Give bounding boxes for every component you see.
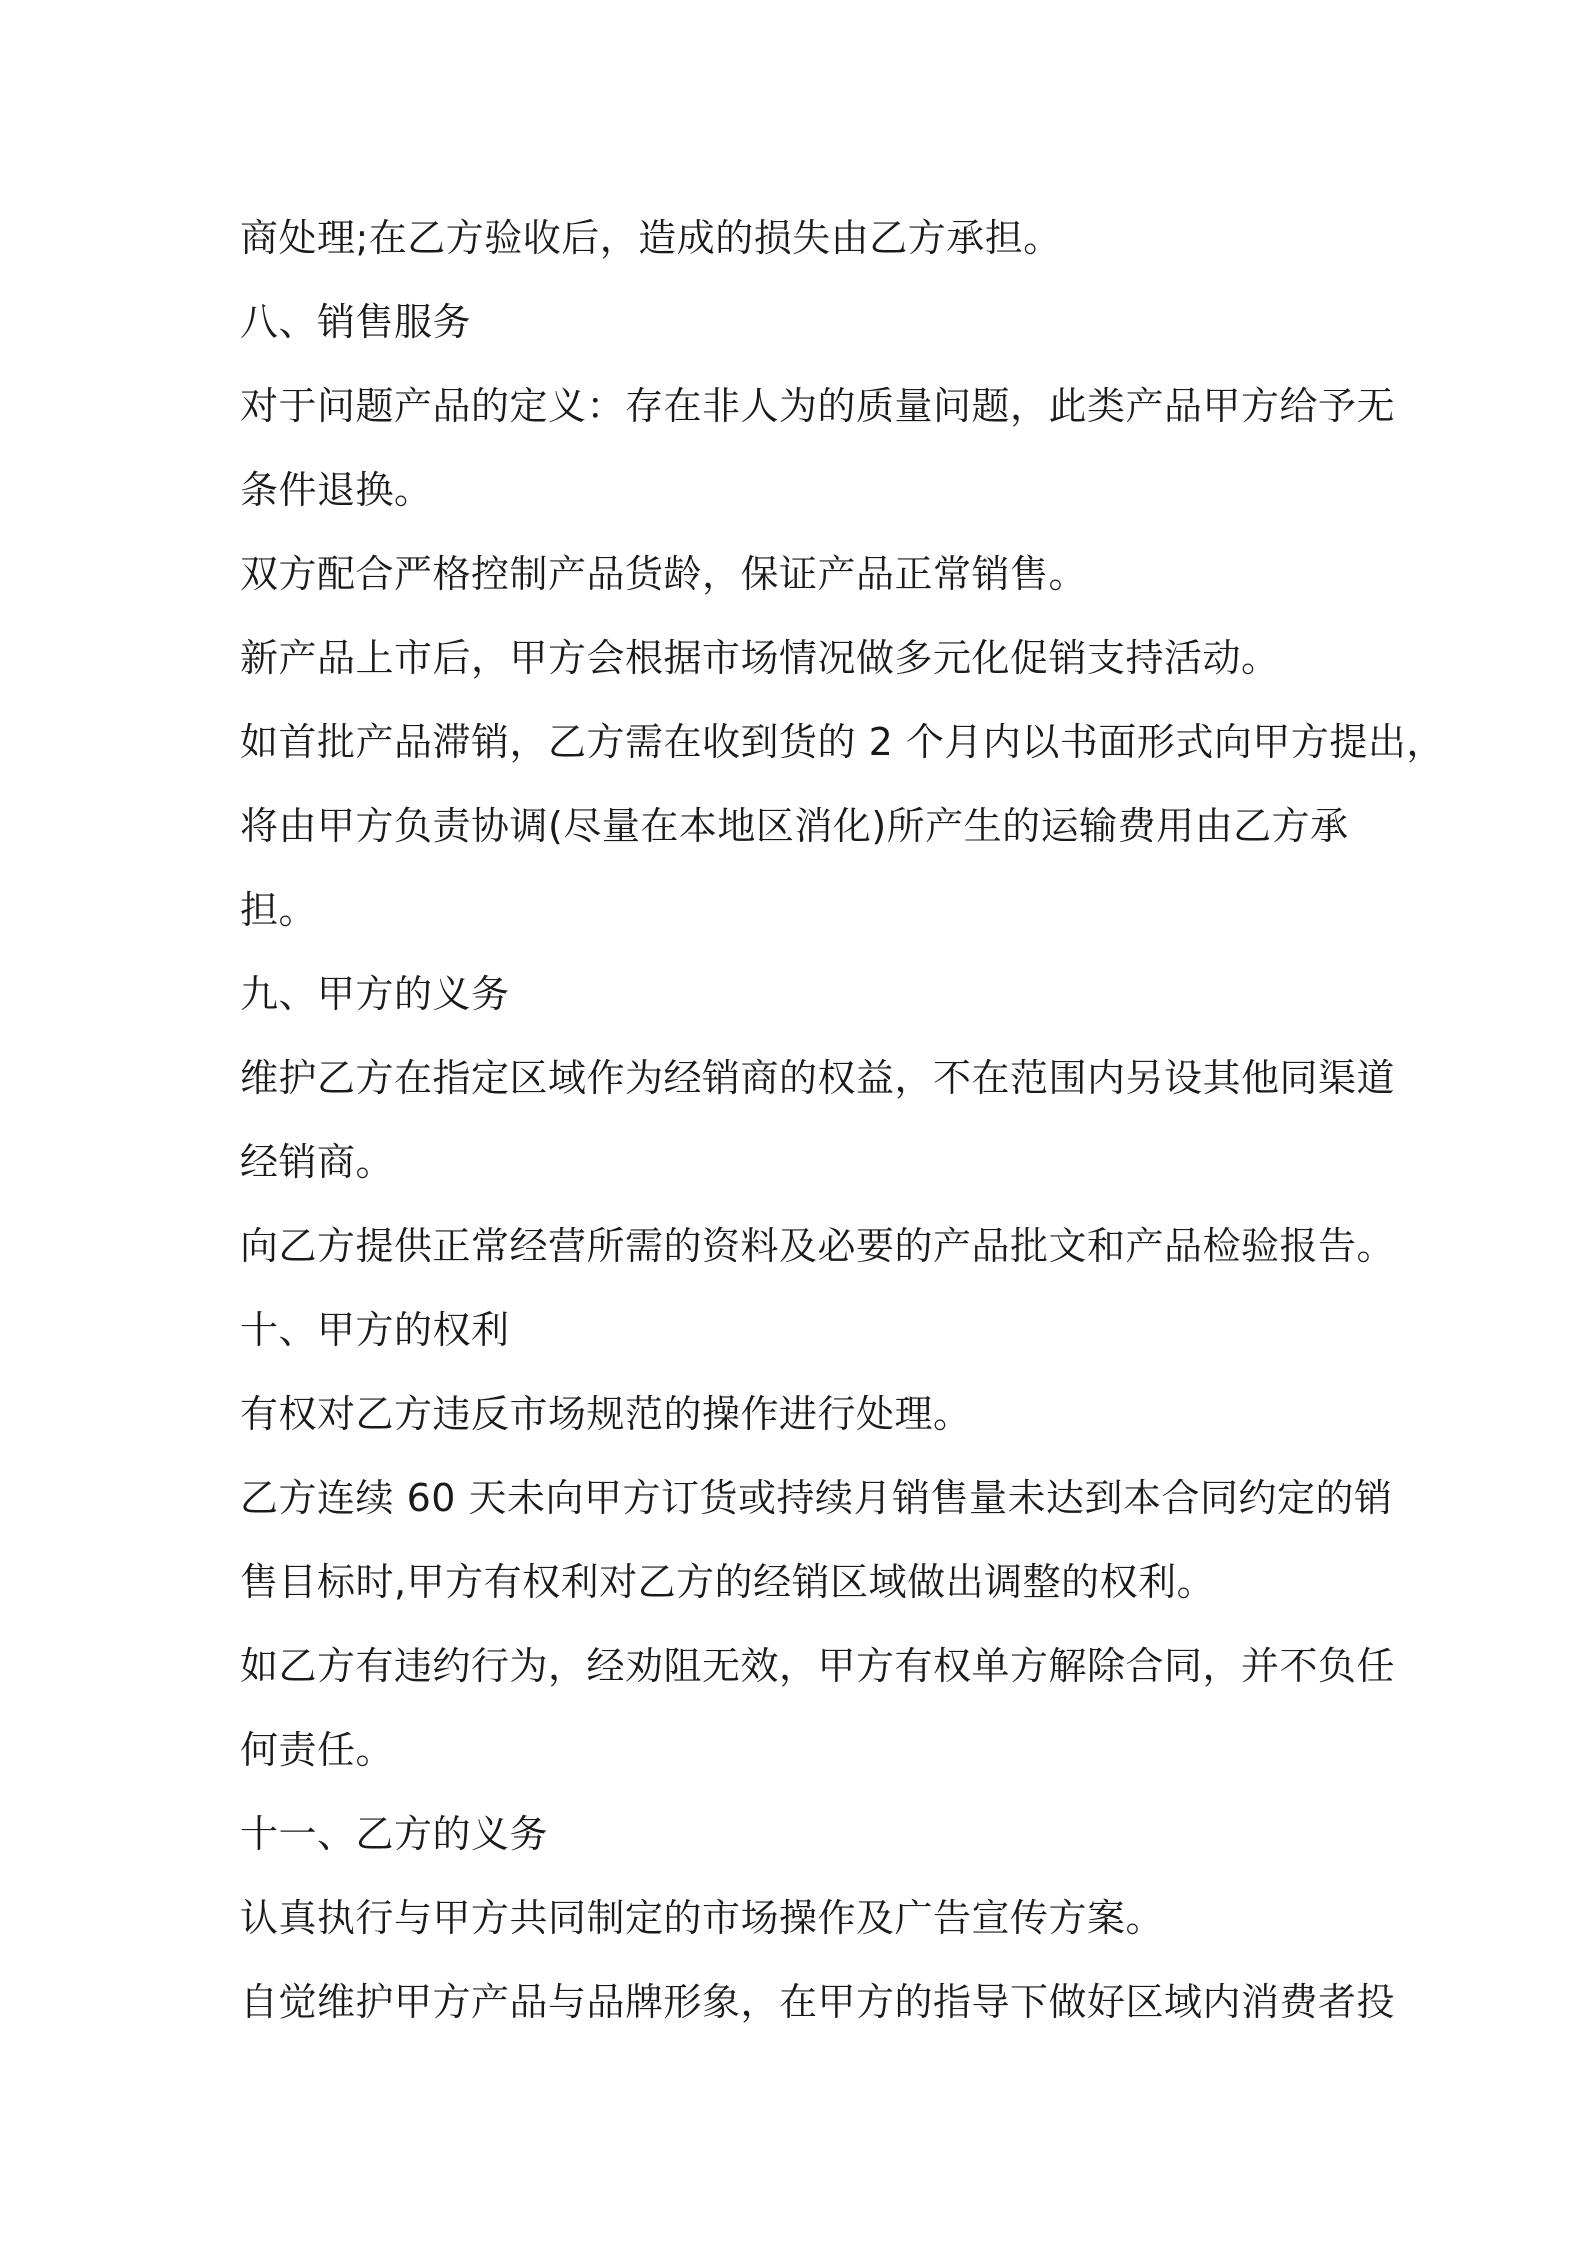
section-heading: 八、销售服务 xyxy=(240,300,472,344)
text-line: 如乙方有违约行为，经劝阻无效，甲方有权单方解除合同，并不负任 xyxy=(240,1644,1396,1688)
text-line: 对于问题产品的定义：存在非人为的质量问题，此类产品甲方给予无 xyxy=(240,384,1396,428)
text-line: 担。 xyxy=(240,888,318,932)
text-line: 经销商。 xyxy=(240,1140,395,1184)
section-heading: 十一、乙方的义务 xyxy=(240,1812,549,1856)
text-line: 条件退换。 xyxy=(240,468,433,512)
text-line: 自觉维护甲方产品与品牌形象，在甲方的指导下做好区域内消费者投 xyxy=(240,1980,1396,2024)
text-line: 将由甲方负责协调(尽量在本地区消化)所产生的运输费用由乙方承 xyxy=(240,804,1349,848)
text-line: 商处理;在乙方验收后，造成的损失由乙方承担。 xyxy=(240,216,1062,260)
text-line: 乙方连续 60 天未向甲方订货或持续月销售量未达到本合同约定的销 xyxy=(240,1476,1393,1520)
text-line: 新产品上市后，甲方会根据市场情况做多元化促销支持活动。 xyxy=(240,636,1280,680)
section-heading: 九、甲方的义务 xyxy=(240,972,510,1016)
text-line: 有权对乙方违反市场规范的操作进行处理。 xyxy=(240,1392,972,1436)
section-heading: 十、甲方的权利 xyxy=(240,1308,510,1352)
text-line: 认真执行与甲方共同制定的市场操作及广告宣传方案。 xyxy=(240,1896,1165,1940)
text-line: 如首批产品滞销，乙方需在收到货的 2 个月内以书面形式向甲方提出， xyxy=(240,720,1445,764)
text-line: 售目标时,甲方有权利对乙方的经销区域做出调整的权利。 xyxy=(240,1560,1216,1604)
text-line: 向乙方提供正常经营所需的资料及必要的产品批文和产品检验报告。 xyxy=(240,1224,1396,1268)
text-line: 双方配合严格控制产品货龄，保证产品正常销售。 xyxy=(240,552,1088,596)
text-line: 何责任。 xyxy=(240,1728,395,1772)
text-line: 维护乙方在指定区域作为经销商的权益，不在范围内另设其他同渠道 xyxy=(240,1056,1396,1100)
document-body xyxy=(240,196,1445,2044)
